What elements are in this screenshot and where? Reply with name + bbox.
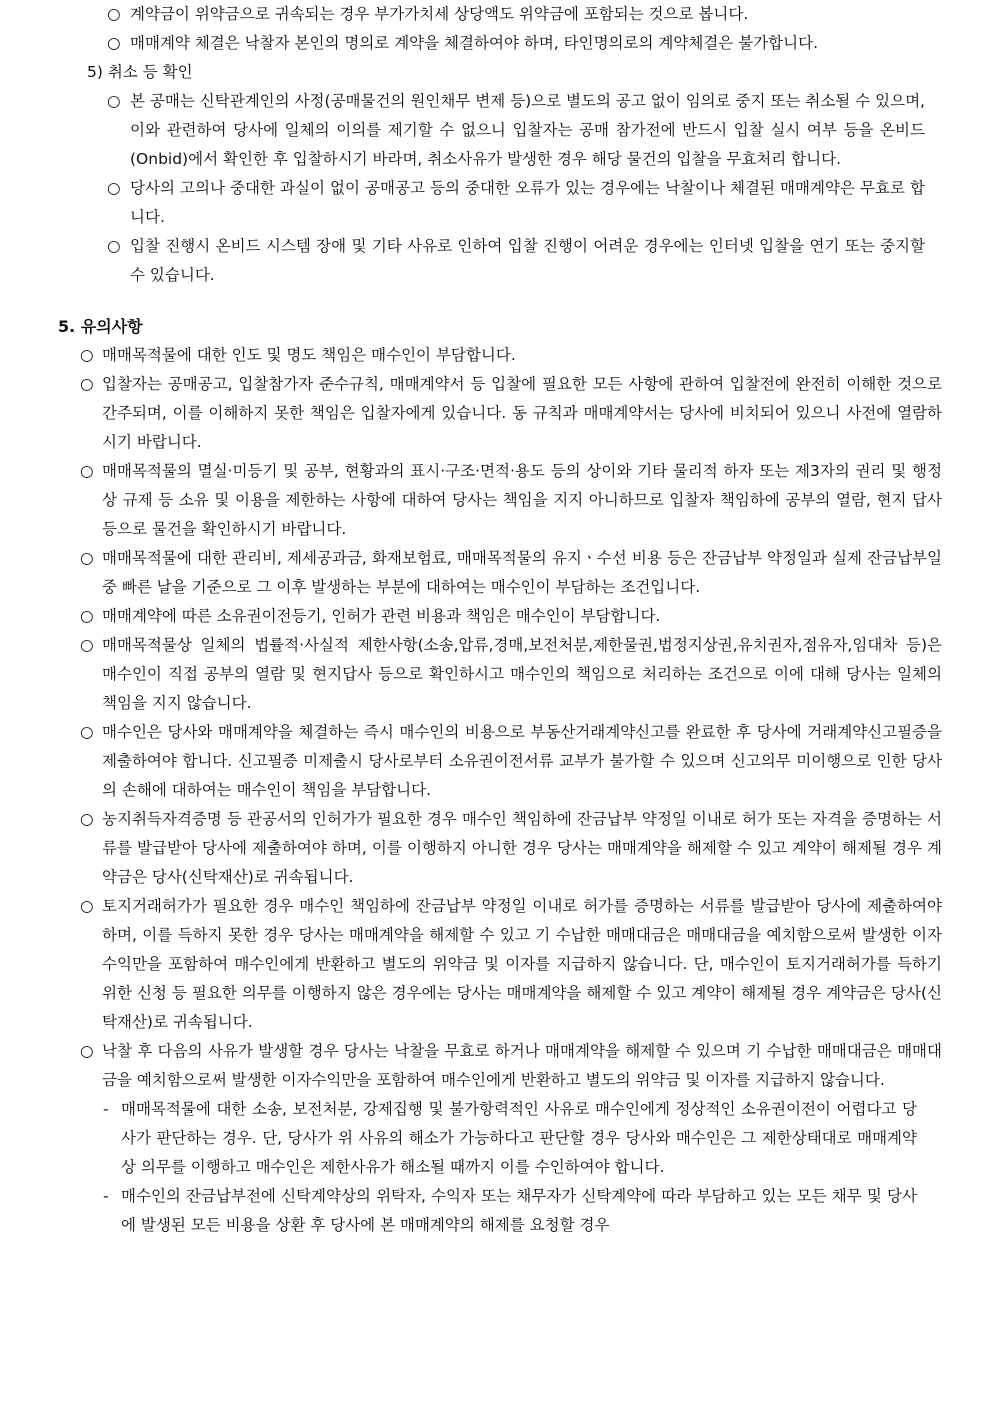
list-item (107, 87, 925, 174)
bullet-icon: ○ (80, 462, 94, 480)
list-item (107, 29, 925, 58)
list-item (80, 457, 942, 544)
bullet-icon: ○ (80, 549, 94, 567)
list-item (107, 0, 925, 29)
subsection-heading: 5) 취소 등 확인 (87, 63, 193, 81)
dash-icon: - (103, 1187, 109, 1205)
bullet-icon: ○ (80, 375, 94, 393)
bullet-icon: ○ (107, 92, 121, 110)
list-item-text: 매매목적물에 대한 소송, 보전처분, 강제집행 및 불가항력적인 사유로 매수인에게 정상적인 소유권이전이 어렵다고 당사가 판단하는 경우. 단, 당사가 위 사유의 해소가 가능하다고 판단할 경우 당사와 매수인은 그 제한상태대로 매매계약상 의무를 이행하고 매수인은 제한사유가 해소될 때까지 이를 수인하여야 합니다. (121, 1100, 917, 1176)
bullet-icon: ○ (107, 34, 121, 52)
list-item (80, 602, 942, 631)
bullet-icon: ○ (80, 607, 94, 625)
list-item-text: 매매계약 체결은 낙찰자 본인의 명의로 계약을 체결하여야 하며, 타인명의로의 계약체결은 불가합니다. (130, 34, 818, 52)
bullet-icon: ○ (80, 346, 94, 364)
list-item (80, 1037, 942, 1095)
list-item-text: 입찰 진행시 온비드 시스템 장애 및 기타 사유로 인하여 입찰 진행이 어려운 경우에는 인터넷 입찰을 연기 또는 중지할 수 있습니다. (130, 237, 925, 284)
list-item-text: 매매목적물에 대한 관리비, 제세공과금, 화재보험료, 매매목적물의 유지ㆍ수선 비용 등은 잔금납부 약정일과 실제 잔금납부일 중 빠른 날을 기준으로 그 이후 발생하는 부분에 대하여는 매수인이 부담하는 조건입니다. (102, 549, 942, 596)
list-item-text: 매매목적물의 멸실·미등기 및 공부, 현황과의 표시·구조·면적·용도 등의 상이와 기타 물리적 하자 또는 제3자의 권리 및 행정상 규제 등 소유 및 이용을 제한하는 사항에 대하여 당사는 책임을 지지 아니하므로 입찰자 책임하에 공부의 열람, 현지 답사 등으로 물건을 확인하시기 바랍니다. (102, 462, 942, 538)
bullet-icon: ○ (80, 723, 94, 741)
bullet-icon: ○ (107, 5, 121, 23)
list-item (107, 232, 925, 290)
notes-section (0, 341, 992, 1095)
list-item-text: 당사의 고의나 중대한 과실이 없이 공매공고 등의 중대한 오류가 있는 경우에는 낙찰이나 체결된 매매계약은 무효로 합니다. (130, 179, 925, 226)
list-item (80, 805, 942, 892)
bullet-icon: ○ (107, 237, 121, 255)
list-item-text: 낙찰 후 다음의 사유가 발생할 경우 당사는 낙찰을 무효로 하거나 매매계약을 해제할 수 있으며 기 수납한 매매대금은 매매대금을 예치함으로써 발생한 이자수익만을 포함하여 매수인에게 반환하고 별도의 위약금 및 이자를 지급하지 않습니다. (102, 1042, 942, 1089)
list-item (80, 718, 942, 805)
list-item (80, 370, 942, 457)
list-item-text: 입찰자는 공매공고, 입찰참가자 준수규칙, 매매계약서 등 입찰에 필요한 모든 사항에 관하여 입찰전에 완전히 이해한 것으로 간주되며, 이를 이해하지 못한 책임은 입찰자에게 있습니다. 동 규칙과 매매계약서는 당사에 비치되어 있으니 사전에 열람하시기 바랍니다. (102, 375, 942, 451)
list-item-text: 본 공매는 신탁관계인의 사정(공매물건의 원인채무 변제 등)으로 별도의 공고 없이 임의로 중지 또는 취소될 수 있으며, 이와 관련하여 당사에 일체의 이의를 제기할 수 없으니 입찰자는 공매 참가전에 반드시 입찰 실시 여부 등을 온비드(Onbid)에서 확인한 후 입찰하시기 바라며, 취소사유가 발생한 경우 해당 물건의 입찰을 무효처리 합니다. (130, 92, 925, 168)
list-item (103, 1182, 917, 1240)
section-heading: 5. 유의사항 (58, 317, 143, 336)
list-item-text: 매수인의 잔금납부전에 신탁계약상의 위탁자, 수익자 또는 채무자가 신탁계약에 따라 부담하고 있는 모든 채무 및 당사에 발생된 모든 비용을 상환 후 당사에 본 매매계약의 해제를 요청할 경우 (121, 1187, 917, 1234)
list-item-text: 계약금이 위약금으로 귀속되는 경우 부가가치세 상당액도 위약금에 포함되는 것으로 봅니다. (130, 5, 749, 23)
list-item-text: 매매목적물에 대한 인도 및 명도 책임은 매수인이 부담합니다. (102, 346, 516, 364)
list-item-text: 농지취득자격증명 등 관공서의 인허가가 필요한 경우 매수인 책임하에 잔금납부 약정일 이내로 허가 또는 자격을 증명하는 서류를 발급받아 당사에 제출하여야 하며, 이를 이행하지 아니한 경우 당사는 매매계약을 해제할 수 있고 계약이 해제될 경우 계약금은 당사(신탁재산)로 귀속됩니다. (102, 810, 942, 886)
bullet-icon: ○ (107, 179, 121, 197)
sub-conditions (0, 1095, 992, 1240)
contract-section (0, 0, 992, 290)
list-item-text: 매매계약에 따른 소유권이전등기, 인허가 관련 비용과 책임은 매수인이 부담합니다. (102, 607, 661, 625)
list-item-text: 매수인은 당사와 매매계약을 체결하는 즉시 매수인의 비용으로 부동산거래계약신고를 완료한 후 당사에 거래계약신고필증을 제출하여야 합니다. 신고필증 미제출시 당사로부터 소유권이전서류 교부가 불가할 수 있으며 신고의무 미이행으로 인한 당사의 손해에 대하여는 매수인이 책임을 부담합니다. (102, 723, 942, 799)
list-item (107, 174, 925, 232)
bullet-icon: ○ (80, 897, 94, 915)
list-item (80, 544, 942, 602)
list-item (80, 892, 942, 1037)
bullet-icon: ○ (80, 810, 94, 828)
list-item-text: 토지거래허가가 필요한 경우 매수인 책임하에 잔금납부 약정일 이내로 허가를 증명하는 서류를 발급받아 당사에 제출하여야 하며, 이를 득하지 못한 경우 당사는 매매계약을 해제할 수 있고 기 수납한 매매대금은 매매대금을 예치함으로써 발생한 이자수익만을 포함하여 매수인에게 반환하고 별도의 위약금 및 이자를 지급하지 않습니다. 단, 매수인이 토지거래허가를 득하기 위한 신청 등 필요한 의무를 이행하지 않은 경우에는 당사는 매매계약을 해제할 수 있고 계약이 해제될 경우 계약금은 당사(신탁재산)로 귀속됩니다. (102, 897, 942, 1031)
bullet-icon: ○ (80, 1042, 94, 1060)
dash-icon: - (103, 1100, 109, 1118)
list-item-text: 매매목적물상 일체의 법률적·사실적 제한사항(소송,압류,경매,보전처분,제한물권,법정지상권,유치권자,점유자,임대차 등)은 매수인이 직접 공부의 열람 및 현지답사 등으로 확인하시고 매수인의 책임으로 처리하는 조건으로 이에 대해 당사는 일체의 책임을 지지 않습니다. (102, 636, 942, 712)
list-item (80, 341, 942, 370)
bullet-icon: ○ (80, 636, 94, 654)
list-item (103, 1095, 917, 1182)
list-item (80, 631, 942, 718)
